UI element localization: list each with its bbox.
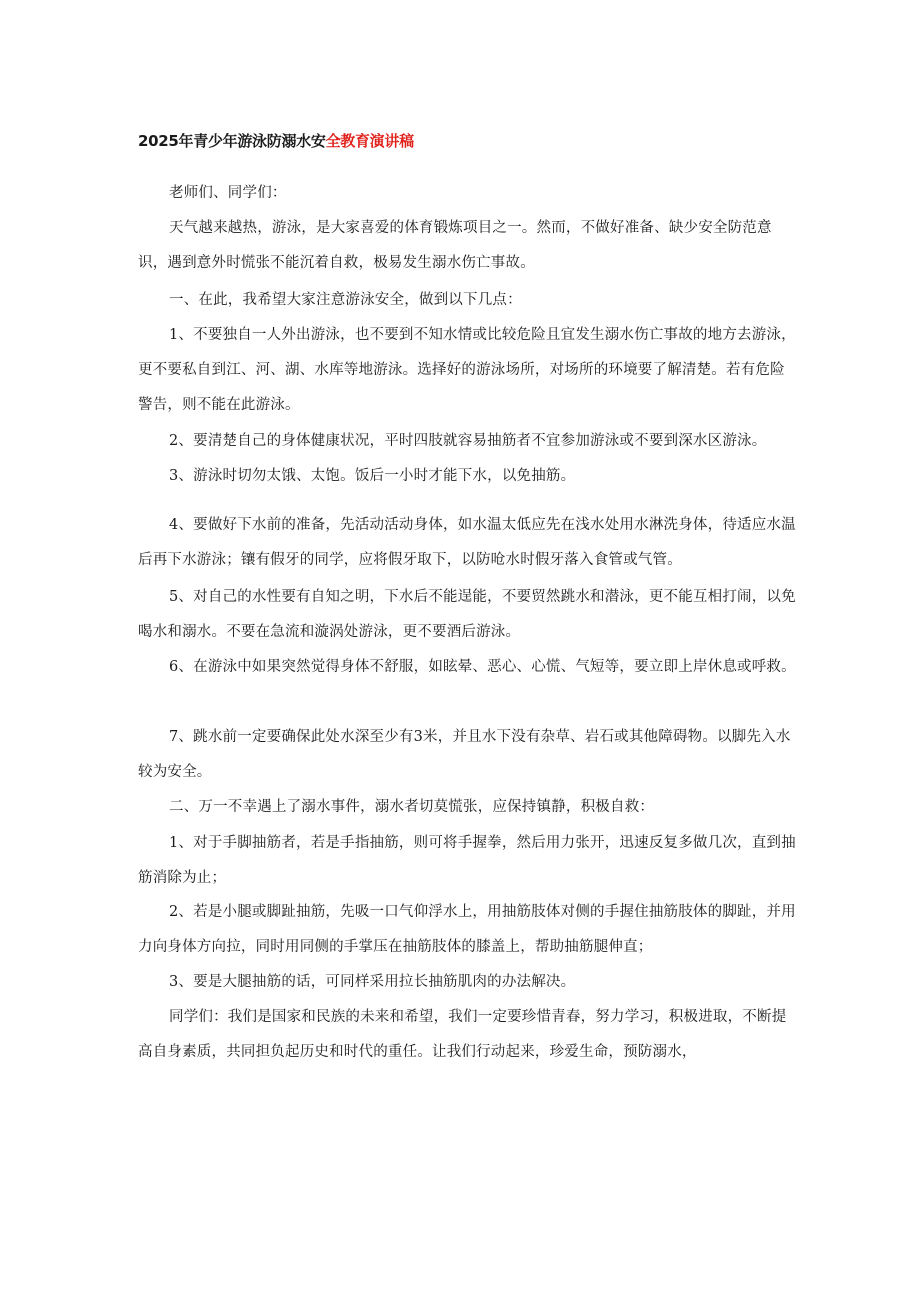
closing-paragraph: 同学们：我们是国家和民族的未来和希望，我们一定要珍惜青春，努力学习，积极进取，不断提高自身素质，共同担负起历史和时代的重任。让我们行动起来，珍爱生命，预防溺水， xyxy=(138,1009,787,1060)
title-text-highlight: 全教育演讲稿 xyxy=(325,132,414,150)
point-2-paragraph: 2、要清楚自己的身体健康状况，平时四肢就容易抽筋者不宜参加游泳或不要到深水区游泳。 xyxy=(169,433,767,449)
title-text: 2025年青少年游泳防溺水安 xyxy=(138,132,326,150)
document-title xyxy=(138,130,414,151)
point-1-paragraph: 1、不要独自一人外出游泳，也不要到不知水情或比较危险且宜发生溺水伤亡事故的地方去游泳，更不要私自到江、河、湖、水库等地游泳。选择好的游泳场所，对场所的环境要了解清楚。若有危险警告，则不能在此游泳。 xyxy=(138,327,796,413)
point-6-paragraph: 6、在游泳中如果突然觉得身体不舒服，如眩晕、恶心、心慌、气短等，要立即上岸休息或呼救。 xyxy=(169,659,796,675)
selfrescue-2-paragraph: 2、若是小腿或脚趾抽筋，先吸一口气仰浮水上，用抽筋肢体对侧的手握住抽筋肢体的脚趾，并用力向身体方向拉，同时用同侧的手掌压在抽筋肢体的膝盖上，帮助抽筋腿伸直； xyxy=(138,904,796,955)
point-3-paragraph: 3、游泳时切勿太饿、太饱。饭后一小时才能下水，以免抽筋。 xyxy=(169,468,576,484)
section-two-heading: 二、万一不幸遇上了溺水事件，溺水者切莫慌张，应保持镇静，积极自救： xyxy=(169,799,655,815)
section-one-heading: 一、在此，我希望大家注意游泳安全，做到以下几点： xyxy=(169,292,522,308)
greeting-paragraph: 老师们、同学们： xyxy=(169,185,287,201)
intro-paragraph: 天气越来越热，游泳，是大家喜爱的体育锻炼项目之一。然而，不做好准备、缺少安全防范意识，遇到意外时慌张不能沉着自救，极易发生溺水伤亡事故。 xyxy=(138,220,772,271)
selfrescue-3-paragraph: 3、要是大腿抽筋的话，可同样采用拉长抽筋肌肉的办法解决。 xyxy=(169,974,576,990)
point-5-paragraph: 5、对自己的水性要有自知之明，下水后不能逞能，不要贸然跳水和潜泳，更不能互相打闹，以免喝水和溺水。不要在急流和漩涡处游泳，更不要酒后游泳。 xyxy=(138,589,796,640)
point-4-paragraph: 4、要做好下水前的准备，先活动活动身体，如水温太低应先在浅水处用水淋洗身体，待适应水温后再下水游泳；镶有假牙的同学，应将假牙取下，以防呛水时假牙落入食管或气管。 xyxy=(138,517,796,568)
point-7-paragraph: 7、跳水前一定要确保此处水深至少有3米，并且水下没有杂草、岩石或其他障碍物。以脚先入水较为安全。 xyxy=(138,729,791,780)
selfrescue-1-paragraph: 1、对于手脚抽筋者，若是手指抽筋，则可将手握拳，然后用力张开，迅速反复多做几次，直到抽筋消除为止； xyxy=(138,835,796,886)
